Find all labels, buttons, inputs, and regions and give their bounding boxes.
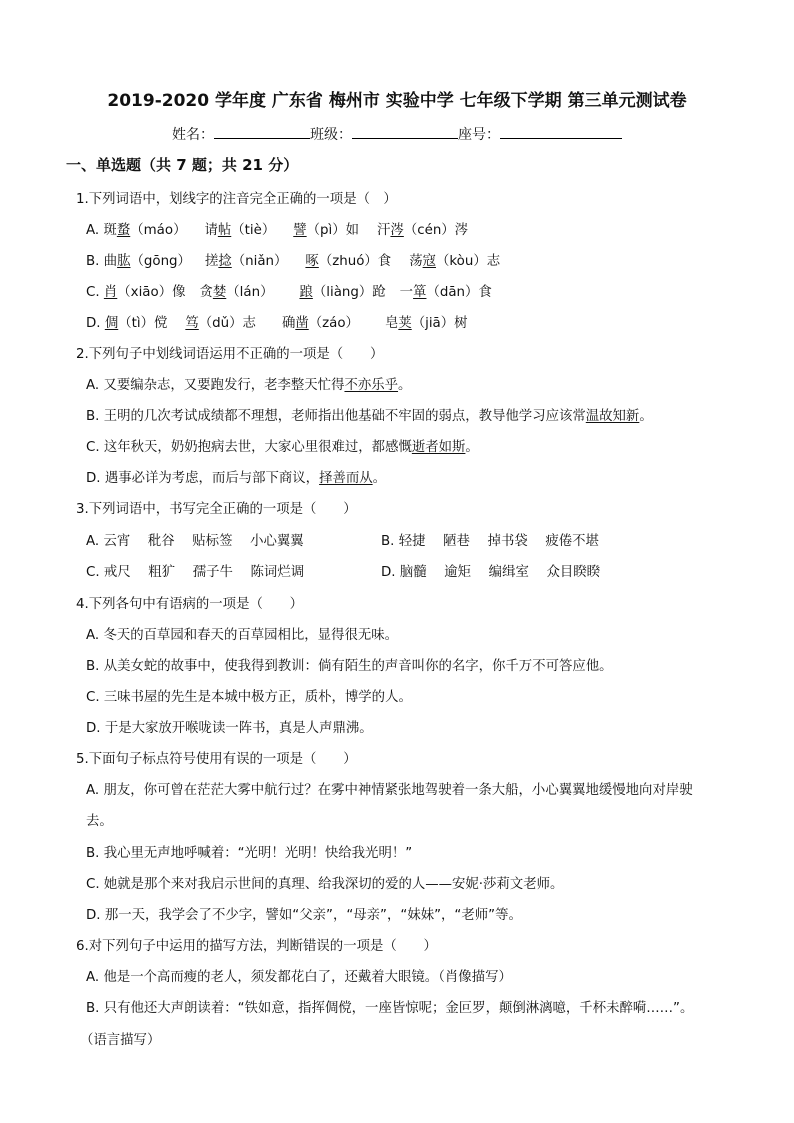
name-label: 姓名： [172,127,214,143]
student-info-line [0,124,794,144]
q6-option-b[interactable]: B. 只有他还大声朗读着：“铁如意，指挥倜傥，一座皆惊呢；金叵罗，颠倒淋漓噫，千杯未醉嗬……”。 [86,1001,694,1016]
q1-option-c[interactable]: C. 肖（xiāo）像 贪婪（lán） 踉（liàng）跄 一箪（dān）食 [86,285,492,300]
q3-option-a[interactable]: A. 云宵 秕谷 贴标签 小心翼翼 [86,534,304,549]
q5-option-a-cont: 去。 [86,814,113,829]
q3-option-c[interactable]: C. 戒尺 粗犷 孺子牛 陈词烂调 [86,565,305,580]
page-title: 2019-2020 学年度 广东省 梅州市 实验中学 七年级下学期 第三单元测试卷 [107,91,687,111]
q1-stem: 1.下列词语中，划线字的注音完全正确的一项是（ ） [76,192,397,207]
q5-option-c[interactable]: C. 她就是那个来对我启示世间的真理、给我深切的爱的人——安妮·莎莉文老师。 [86,877,564,892]
class-label: 班级： [310,127,352,143]
q3-stem: 3.下列词语中，书写完全正确的一项是（ ） [76,502,357,517]
q2-option-d[interactable]: D. 遇事必详为考虑，而后与部下商议，择善而从。 [86,471,387,486]
name-blank[interactable] [214,124,310,139]
q2-stem: 2.下列句子中划线词语运用不正确的一项是（ ） [76,347,384,362]
q2-option-a[interactable]: A. 又要编杂志，又要跑发行，老李整天忙得不亦乐乎。 [86,378,412,393]
seat-label: 座号： [458,127,500,143]
q4-stem: 4.下列各句中有语病的一项是（ ） [76,597,304,612]
q4-option-b[interactable]: B. 从美女蛇的故事中，使我得到教训：倘有陌生的声音叫你的名字，你千万不可答应他。 [86,659,613,674]
q4-option-a[interactable]: A. 冬天的百草园和春天的百草园相比，显得很无味。 [86,628,399,643]
q5-option-d[interactable]: D. 那一天，我学会了不少字，譬如“父亲”，“母亲”，“妹妹”，“老师”等。 [86,908,522,923]
q2-option-b[interactable]: B. 王明的几次考试成绩都不理想，老师指出他基础不牢固的弱点，教导他学习应该常温故知新。 [86,409,653,424]
q6-stem: 6.对下列句子中运用的描写方法，判断错误的一项是（ ） [76,939,437,954]
seat-blank[interactable] [500,124,622,139]
q6-option-a[interactable]: A. 他是一个高而瘦的老人，须发都花白了，还戴着大眼镜。（肖像描写） [86,970,512,985]
q5-option-a[interactable]: A. 朋友，你可曾在茫茫大雾中航行过？在雾中神情紧张地驾驶着一条大船，小心翼翼地缓慢地向对岸驶 [86,783,693,798]
q5-stem: 5.下面句子标点符号使用有误的一项是（ ） [76,752,357,767]
q1-option-b[interactable]: B. 曲肱（gōng） 搓捻（niǎn） 啄（zhuó）食 荡寇（kòu）志 [86,254,501,269]
q1-option-a[interactable]: A. 斑蝥（máo） 请帖（tiè） 譬（pì）如 汗涔（cén）涔 [86,223,469,238]
q6-option-b-cont: （语言描写） [80,1033,161,1048]
q3-option-b[interactable]: B. 轻捷 陋巷 掉书袋 疲倦不堪 [381,534,599,549]
section-title: 一、单选题（共 7 题；共 21 分） [66,156,299,174]
q2-option-c[interactable]: C. 这年秋天，奶奶抱病去世，大家心里很难过，都感慨逝者如斯。 [86,440,479,455]
class-blank[interactable] [352,124,458,139]
q4-option-d[interactable]: D. 于是大家放开喉咙读一阵书，真是人声鼎沸。 [86,721,373,736]
q3-option-d[interactable]: D. 脑髓 逾矩 编缉室 众目睽睽 [381,565,601,580]
q1-option-d[interactable]: D. 倜（tì）傥 笃（dǔ）志 确凿（záo） 皂荚（jiā）树 [86,316,468,331]
q5-option-b[interactable]: B. 我心里无声地呼喊着：“光明！光明！快给我光明！” [86,846,413,861]
q4-option-c[interactable]: C. 三味书屋的先生是本城中极方正，质朴，博学的人。 [86,690,412,705]
